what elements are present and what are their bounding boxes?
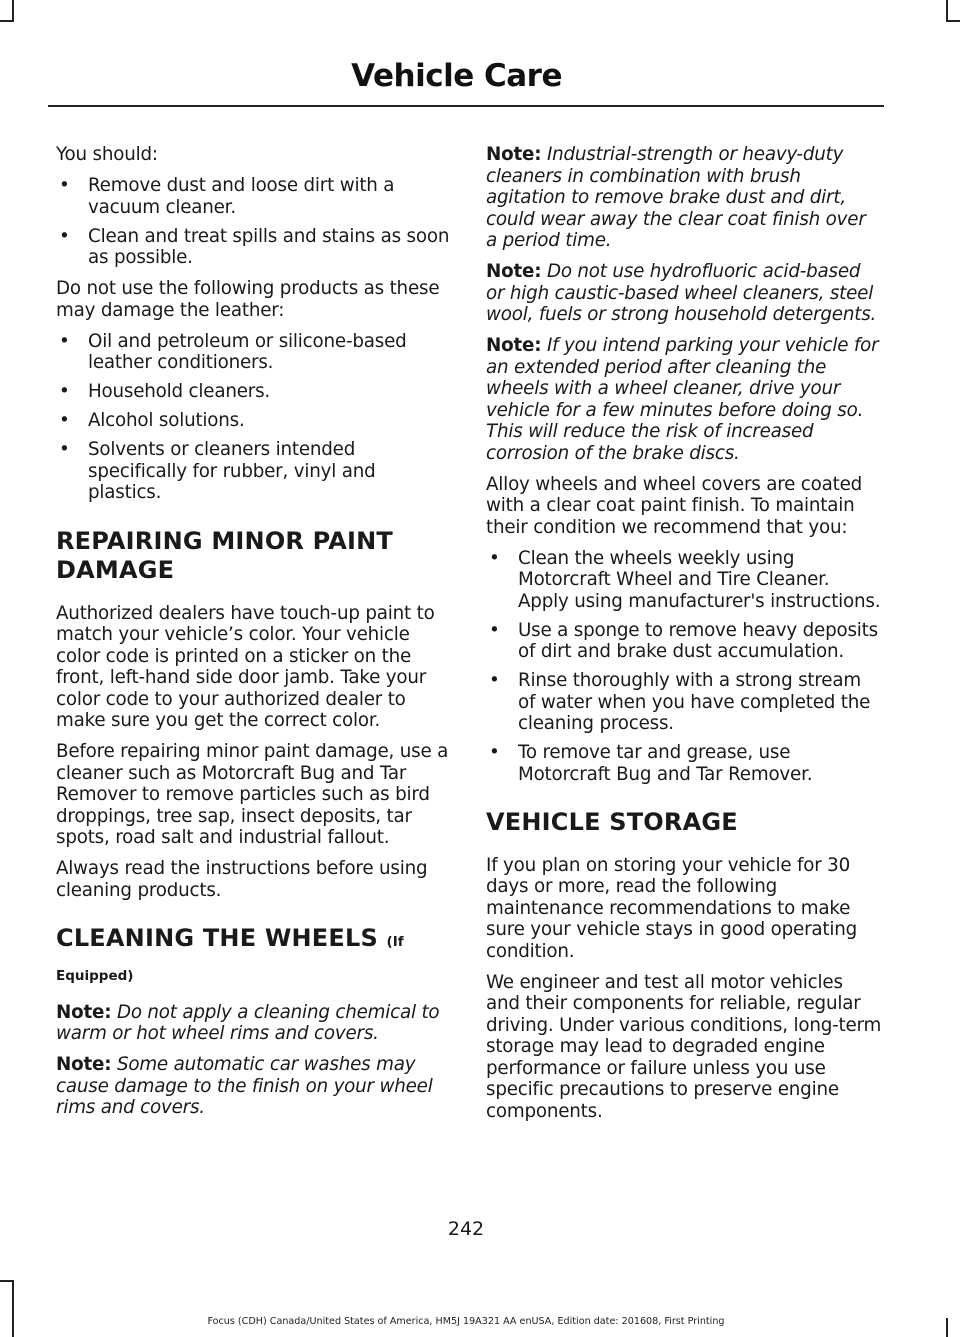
storage-paragraph: If you plan on storing your vehicle for 30 days or more, read the following maintenance recommendations to make sure your vehicle stays in good operating condition. bbox=[486, 854, 858, 962]
header-divider bbox=[48, 105, 884, 107]
wheels-heading bbox=[56, 924, 450, 984]
alloy-paragraph: Alloy wheels and wheel covers are coated with a clear coat paint finish. To maintain their condition we recommend that you: bbox=[486, 473, 863, 538]
alloy-list bbox=[486, 548, 882, 786]
repair-paragraph: Authorized dealers have touch-up paint to match your vehicle’s color. Your vehicle color code is printed on a sticker on the front, left-hand side door jamb. Take your color code to your authorized dealer to make sure you get the correct color. bbox=[56, 602, 435, 731]
crop-mark bbox=[946, 1318, 948, 1337]
note-text: Some automatic car washes may cause damage to the finish on your wheel rims and covers. bbox=[56, 1054, 433, 1118]
products-list bbox=[56, 331, 450, 504]
note-label: Note: bbox=[486, 335, 542, 356]
repair-paragraph: Always read the instructions before using cleaning products. bbox=[56, 858, 428, 901]
list-item: • Household cleaners. bbox=[56, 381, 450, 403]
intro-text: You should: bbox=[56, 144, 158, 165]
note-label: Note: bbox=[486, 261, 542, 282]
note bbox=[486, 261, 882, 326]
list-item: • Clean the wheels weekly using Motorcraft Wheel and Tire Cleaner. Apply using manufacturer's instructions. bbox=[486, 548, 882, 613]
note-label: Note: bbox=[56, 1001, 112, 1023]
page-title: Vehicle Care bbox=[351, 58, 562, 94]
list-item: • To remove tar and grease, use Motorcraft Bug and Tar Remover. bbox=[486, 742, 882, 785]
crop-mark bbox=[12, 0, 14, 20]
crop-mark bbox=[0, 1280, 14, 1282]
crop-mark bbox=[946, 20, 960, 22]
note-text: Do not use hydrofluoric acid-based or high caustic-based wheel cleaners, steel wool, fuels or strong household detergents. bbox=[486, 261, 877, 325]
list-item: • Oil and petroleum or silicone-based leather conditioners. bbox=[56, 331, 450, 374]
list-item: • Rinse thoroughly with a strong stream of water when you have completed the cleaning process. bbox=[486, 670, 882, 735]
note-label: Note: bbox=[56, 1054, 112, 1075]
note-text: Industrial-strength or heavy-duty cleaners in combination with brush agitation to remove brake dust and dirt, could wear away the clear coat finish over a period time. bbox=[486, 144, 866, 251]
wheels-heading-text: CLEANING THE WHEELS bbox=[56, 924, 378, 952]
note bbox=[486, 335, 882, 464]
repair-paragraph: Before repairing minor paint damage, use a cleaner such as Motorcraft Bug and Tar Remover to remove particles such as bird droppings, tree sap, insect deposits, tar spots, road salt and industrial fallout. bbox=[56, 741, 449, 848]
repair-heading: REPAIRING MINOR PAINT DAMAGE bbox=[56, 526, 394, 584]
wheels-qualifier: (If bbox=[386, 934, 404, 950]
left-column bbox=[56, 144, 450, 1128]
page-number: 242 bbox=[447, 1218, 485, 1240]
list-item: • Clean and treat spills and stains as soon as possible. bbox=[56, 226, 450, 269]
right-column bbox=[486, 144, 882, 1132]
crop-mark bbox=[946, 0, 948, 20]
note-label: Note: bbox=[486, 144, 542, 165]
list-item: • Remove dust and loose dirt with a vacuum cleaner. bbox=[56, 175, 450, 218]
storage-heading: VEHICLE STORAGE bbox=[486, 808, 738, 836]
list-item: • Use a sponge to remove heavy deposits of dirt and brake dust accumulation. bbox=[486, 620, 882, 663]
wheels-qualifier: Equipped) bbox=[56, 967, 134, 984]
crop-mark bbox=[0, 20, 14, 22]
list-item: • Alcohol solutions. bbox=[56, 410, 450, 432]
crop-mark bbox=[12, 1280, 14, 1337]
footer-text: Focus (CDH) Canada/United States of America, HM5J 19A321 AA enUSA, Edition date: 201608, First Printing bbox=[207, 1316, 725, 1327]
note bbox=[486, 144, 882, 252]
note bbox=[56, 1054, 450, 1119]
list-item: • Solvents or cleaners intended specifically for rubber, vinyl and plastics. bbox=[56, 439, 450, 504]
note-text: If you intend parking your vehicle for an extended period after cleaning the wheels with a wheel cleaner, drive your vehicle for a few minutes before doing so. This will reduce the risk of increased corrosion of the brake discs. bbox=[486, 335, 879, 464]
note-text: Do not apply a cleaning chemical to warm or hot wheel rims and covers. bbox=[56, 1001, 440, 1044]
should-list bbox=[56, 175, 450, 269]
note bbox=[56, 1002, 450, 1045]
do-not-use-text: Do not use the following products as these may damage the leather: bbox=[56, 278, 440, 321]
storage-paragraph: We engineer and test all motor vehicles and their components for reliable, regular driving. Under various conditions, long-term storage may lead to degraded engine performance or failure unless you use specific precautions to preserve engine components. bbox=[486, 971, 882, 1122]
